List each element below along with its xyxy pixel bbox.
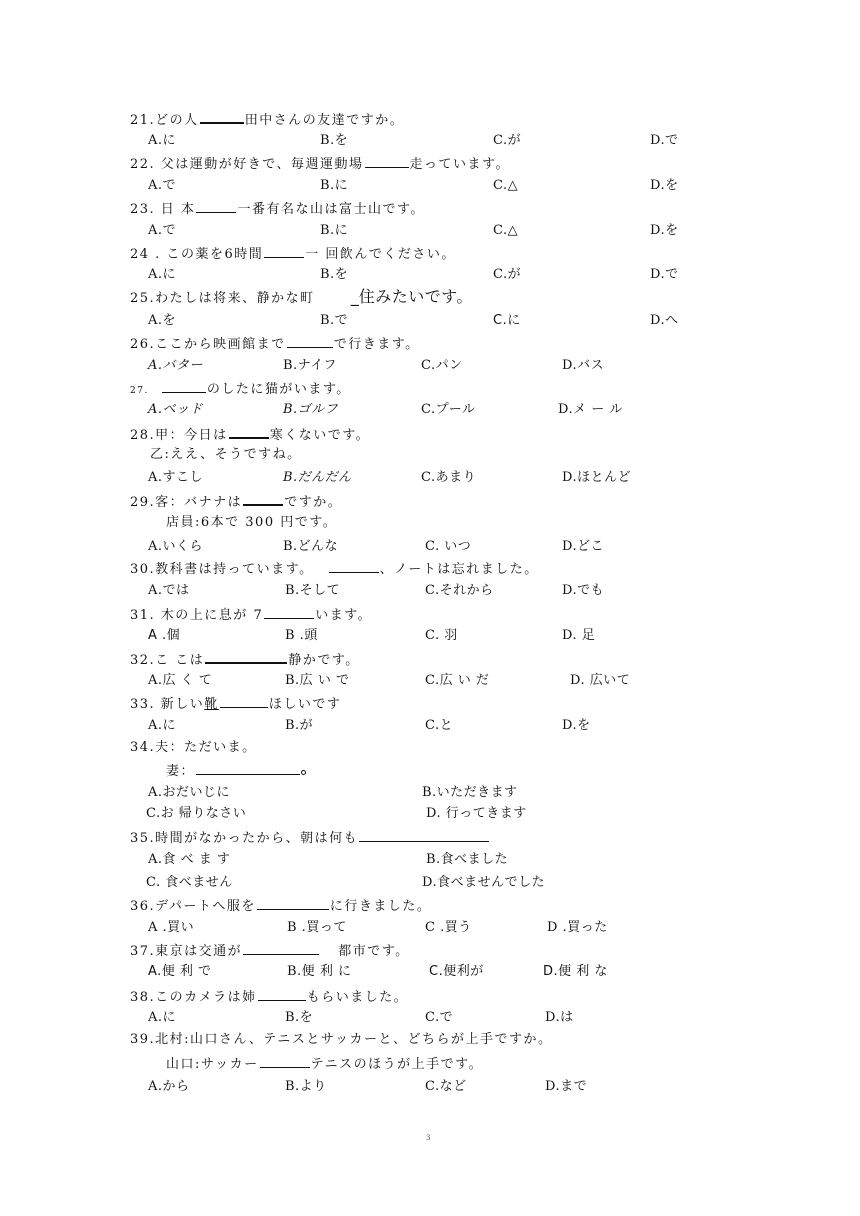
question-stem: 静かです。 xyxy=(288,653,360,668)
answer-blank xyxy=(258,988,306,1001)
question-stem: 住みたいです。 xyxy=(358,287,473,306)
option-c: C.それから xyxy=(425,583,494,598)
question-stem: 35.時間がなかったから、朝は何も xyxy=(130,831,359,846)
option-b: B.いただきます xyxy=(422,785,518,800)
question-39-dialogue xyxy=(166,1055,483,1073)
question-stem: 38.このカメラは姉 xyxy=(130,990,257,1005)
option-a: A.に xyxy=(148,718,177,733)
answer-blank xyxy=(257,897,329,910)
question-stem: 31. 木の上に息が 7 xyxy=(130,608,264,623)
question-stem: 22. 父は運動が好きで、毎週運動場 xyxy=(130,157,364,172)
question-37 xyxy=(130,942,410,960)
option-d: D.メ ー ル xyxy=(558,402,623,417)
option-c: C.が xyxy=(493,267,522,282)
answer-blank xyxy=(196,762,300,775)
option-a: A.から xyxy=(148,1079,190,1094)
option-b: B.が xyxy=(285,718,314,733)
option-b: B.そして xyxy=(285,583,341,598)
option-d: D. 広いて xyxy=(570,673,631,688)
option-c: C.プール xyxy=(421,402,476,417)
answer-blank xyxy=(243,492,283,506)
answer-blank xyxy=(196,200,236,213)
option-c: C.など xyxy=(425,1079,467,1094)
option-b: B.ゴルフ xyxy=(283,402,339,417)
option-b: B.どんな xyxy=(283,539,339,554)
answer-blank xyxy=(220,695,268,708)
question-stem: に行きました。 xyxy=(329,899,432,914)
option-c: C.△ xyxy=(493,178,519,193)
question-28-dialogue: 乙:ええ、そうですね。 xyxy=(150,447,302,462)
question-stem: のしたに猫がいます。 xyxy=(206,382,351,397)
option-a: A.広 く て xyxy=(148,673,213,688)
option-a: A.に xyxy=(148,133,177,148)
answer-blank xyxy=(162,380,206,393)
question-22 xyxy=(130,155,510,173)
option-c: C. 食べません xyxy=(146,875,233,890)
option-b: B.を xyxy=(320,267,349,282)
question-25 xyxy=(130,289,473,307)
question-stem: ですか。 xyxy=(284,495,343,510)
question-26 xyxy=(130,335,420,353)
option-d: D.で xyxy=(650,133,679,148)
option-a: A.食 べ ま す xyxy=(148,852,231,867)
question-stem: 都市です。 xyxy=(338,944,410,959)
option-b: B.を xyxy=(285,1010,314,1025)
question-stem: 29.客：バナナは xyxy=(130,495,243,510)
answer-blank xyxy=(287,335,333,348)
question-stem: 33. 新しい xyxy=(130,697,205,712)
option-c: C. いつ xyxy=(425,539,472,554)
question-38 xyxy=(130,988,408,1006)
question-stem: ほしいです xyxy=(268,697,342,712)
option-c: C .買う xyxy=(425,920,472,935)
question-35 xyxy=(130,829,490,847)
question-stem: 21.どの人 xyxy=(130,113,199,128)
option-a: A.に xyxy=(148,1010,177,1025)
question-stem: 23. 日 本 xyxy=(130,202,196,217)
question-stem: 山口:サッカー xyxy=(166,1057,259,1072)
option-c: C.で xyxy=(425,1010,454,1025)
question-stem: 寒くないです。 xyxy=(269,428,371,443)
question-stem: 一番有名な山は富士山です。 xyxy=(237,202,425,217)
option-d: D.は xyxy=(545,1010,574,1025)
question-stem: で行きます。 xyxy=(333,337,420,352)
question-34 xyxy=(130,740,257,756)
option-a: A.に xyxy=(148,267,177,282)
option-b: B.ナイフ xyxy=(283,358,337,373)
question-stem: 26.ここから映画館まで xyxy=(130,337,286,352)
option-d: D.便 利 な xyxy=(543,964,608,979)
option-c: C.と xyxy=(425,718,454,733)
option-b: B.より xyxy=(285,1079,327,1094)
option-d: D. 行ってきます xyxy=(426,806,527,821)
option-c: C.パン xyxy=(421,358,463,373)
question-21 xyxy=(130,110,404,129)
option-d: D. 足 xyxy=(562,628,596,643)
question-34-dialogue xyxy=(166,762,306,780)
question-39 xyxy=(130,1032,553,1048)
option-c: C. 羽 xyxy=(425,628,458,643)
option-a: A.おだいじに xyxy=(148,785,231,800)
option-b: B.だんだん xyxy=(283,470,352,485)
option-d: D.どこ xyxy=(562,539,605,554)
speaker-label: 妻： xyxy=(166,764,196,779)
answer-blank xyxy=(264,245,304,258)
answer-blank xyxy=(200,110,244,124)
option-a: A.を xyxy=(148,313,177,328)
question-stem: 32.こ こは xyxy=(130,653,205,668)
question-27 xyxy=(130,380,351,399)
option-a: A.では xyxy=(148,583,190,598)
answer-blank xyxy=(243,942,319,955)
option-b: B.便 利 に xyxy=(287,964,352,979)
option-c: C.に xyxy=(493,313,521,328)
option-d: D .買った xyxy=(547,920,608,935)
answer-blank xyxy=(264,606,314,619)
option-a: A.バター xyxy=(148,358,204,373)
question-stem: 37.東京は交通が xyxy=(130,944,243,959)
answer-blank xyxy=(329,560,379,573)
option-b: B.で xyxy=(320,313,349,328)
option-d: D.まで xyxy=(545,1079,588,1094)
question-30 xyxy=(130,560,539,578)
option-a: A .個 xyxy=(148,628,181,643)
option-a: A.で xyxy=(148,178,177,193)
option-a: A .買い xyxy=(148,920,195,935)
question-23 xyxy=(130,200,425,218)
period-mark xyxy=(301,770,306,775)
question-stem: 25.わたしは将来、静かな町 xyxy=(130,291,315,306)
option-c: C.広 い だ xyxy=(425,673,490,688)
question-stem: 、ノートは忘れました。 xyxy=(379,562,539,577)
question-stem: 39.北村:山口さん、テニスとサッカーと、どちらが上手ですか。 xyxy=(130,1032,553,1047)
question-32 xyxy=(130,650,360,669)
option-d: D.を xyxy=(650,178,679,193)
option-b: B.を xyxy=(320,133,349,148)
option-d: D.で xyxy=(650,267,679,282)
question-stem: もらいました。 xyxy=(306,990,409,1005)
option-c: C.お 帰りなさい xyxy=(146,806,247,821)
option-b: B.に xyxy=(320,223,349,238)
question-28 xyxy=(130,425,370,444)
option-b: B .買って xyxy=(287,920,347,935)
option-d: D.へ xyxy=(650,313,679,328)
option-c: C.が xyxy=(493,133,522,148)
option-d: D.を xyxy=(562,718,591,733)
option-d: D.を xyxy=(650,223,679,238)
option-c: C.あまり xyxy=(421,470,477,485)
question-stem: 田中さんの友達ですか。 xyxy=(244,113,405,128)
question-stem: 24 . この薬を6時間 xyxy=(130,247,264,262)
answer-blank xyxy=(359,829,489,842)
answer-blank xyxy=(229,425,269,439)
option-a: A.で xyxy=(148,223,177,238)
question-stem: 27. xyxy=(130,386,149,396)
question-stem: 34.夫：ただいま。 xyxy=(130,740,257,755)
option-d: D.食べませんでした xyxy=(422,875,546,890)
option-a: A.すこし xyxy=(148,470,204,485)
option-b: B.に xyxy=(320,178,349,193)
question-stem: 走っています。 xyxy=(409,157,511,172)
question-stem: 36.デパートへ服を xyxy=(130,899,256,914)
answer-blank xyxy=(365,155,409,168)
question-29 xyxy=(130,492,342,511)
question-stem: います。 xyxy=(315,608,373,623)
question-36 xyxy=(130,897,431,915)
option-a: A.ベッド xyxy=(148,402,204,417)
question-24 xyxy=(130,245,456,263)
question-stem: 一 回飲んでください。 xyxy=(305,247,456,262)
option-b: B .頭 xyxy=(285,628,318,643)
option-a: A.いくら xyxy=(148,539,204,554)
answer-blank: _ xyxy=(350,287,359,306)
option-d: D.バス xyxy=(562,358,605,373)
option-d: D.でも xyxy=(562,583,605,598)
option-a: A.便 利 で xyxy=(148,964,212,979)
option-d: D.ほとんど xyxy=(562,470,632,485)
question-29-dialogue: 店員:6本で 300 円です。 xyxy=(166,515,338,530)
answer-blank xyxy=(205,650,287,664)
question-33 xyxy=(130,695,341,713)
option-b: B.食べました xyxy=(426,852,509,867)
answer-blank xyxy=(260,1055,310,1068)
question-stem: 30.教科書は持っています。 xyxy=(130,562,314,577)
question-stem: 靴 xyxy=(204,697,219,712)
option-c: C.便利が xyxy=(429,964,484,979)
option-b: B.広 い で xyxy=(285,673,350,688)
question-31 xyxy=(130,606,372,624)
question-stem: テニスのほうが上手です。 xyxy=(310,1057,484,1072)
question-stem: 28.甲：今日は xyxy=(130,428,228,443)
page-number: 3 xyxy=(426,1134,431,1142)
option-c: C.△ xyxy=(493,223,519,238)
